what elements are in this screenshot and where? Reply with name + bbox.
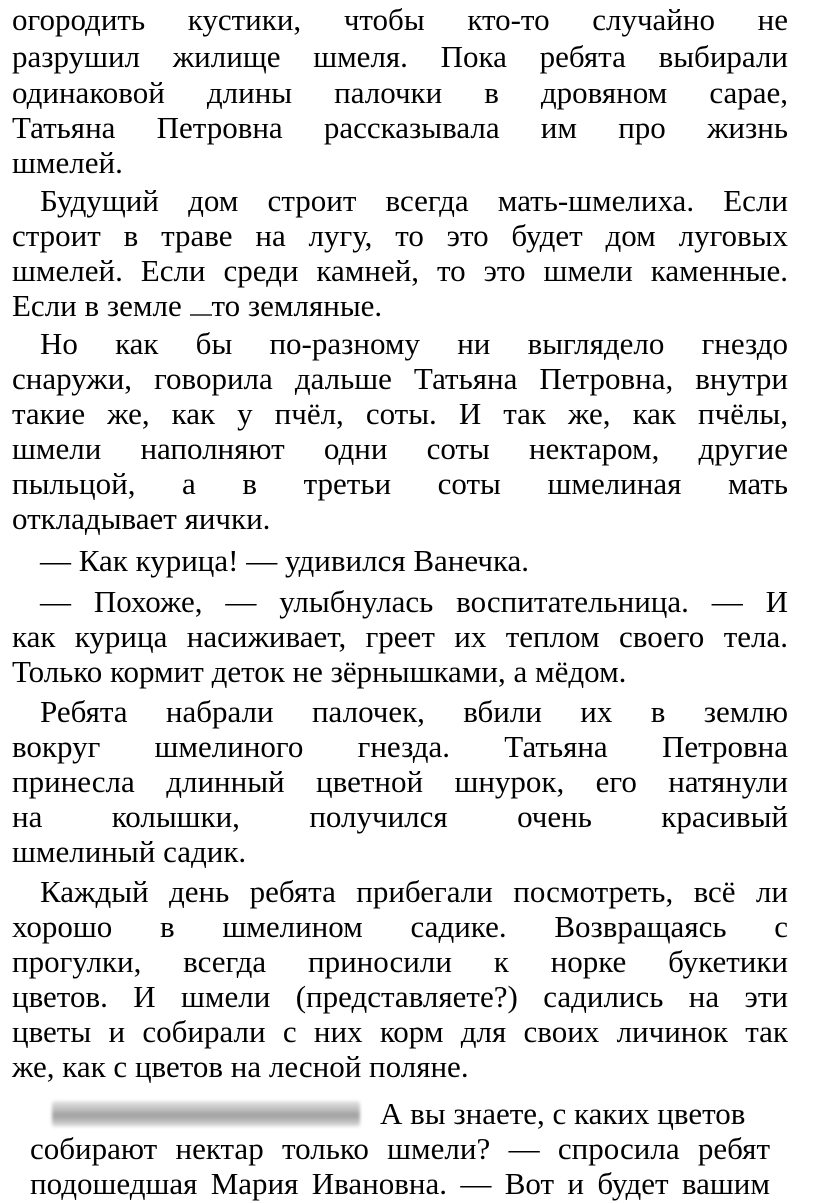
text-line: вокруг шмелиного гнезда. Татьяна Петровна: [12, 729, 788, 764]
text-line: же, как с цветов на лесной поляне.: [12, 1049, 469, 1084]
text-line: пыльцой, а в третьи соты шмелиная мать: [12, 466, 788, 501]
blank-gap: [190, 296, 212, 316]
text-line: снаружи, говорила дальше Татьяна Петровна, внутри: [12, 361, 788, 396]
text-line: на колышки, получился очень красивый: [12, 799, 788, 834]
text-line: огородить кустики, чтобы кто-то случайно не: [12, 2, 788, 37]
redacted-text-block: [52, 1101, 360, 1127]
text-line: хорошо в шмелином садике. Возвращаясь с: [12, 909, 788, 944]
text-fragment: то земляные.: [211, 288, 383, 323]
text-line: собирают нектар только шмели? — спросила ребят: [30, 1131, 770, 1166]
text-line: Будущий дом строит всегда мать-шмелиха. Если: [40, 183, 788, 218]
text-line: цветов. И шмели (представляете?) садились на эти: [12, 979, 788, 1014]
text-line: Татьяна Петровна рассказывала им про жизнь: [12, 110, 788, 145]
text-line: Но как бы по-разному ни выглядело гнездо: [40, 326, 788, 361]
text-line: шмели наполняют одни соты нектаром, другие: [12, 431, 788, 466]
text-fragment: Если в земле: [12, 288, 182, 323]
text-line: Только кормит деток не зёрнышками, а мёдом.: [12, 654, 627, 689]
text-line: А вы знаете, с каких цветов: [380, 1096, 746, 1131]
text-line: такие же, как у пчёл, соты. И так же, как пчёлы,: [12, 396, 788, 431]
text-line: шмелиный садик.: [12, 834, 247, 869]
text-line: прогулки, всегда приносили к норке букетики: [12, 944, 788, 979]
text-line: цветы и собирали с них корм для своих личинок так: [12, 1014, 788, 1049]
text-line: шмелей. Если среди камней, то это шмели каменные.: [12, 253, 788, 288]
dialogue-line: — Похоже, — улыбнулась воспитательница. — И: [40, 584, 788, 619]
text-line: откладывает яички.: [12, 501, 271, 536]
text-line: Каждый день ребята прибегали посмотреть, всё ли: [40, 874, 788, 909]
text-line: строит в траве на лугу, то это будет дом луговых: [12, 218, 788, 253]
text-line: Ребята набрали палочек, вбили их в землю: [40, 694, 788, 729]
text-line: принесла длинный цветной шнурок, его натянули: [12, 764, 788, 799]
text-line: разрушил жилище шмеля. Пока ребята выбирали: [12, 39, 788, 74]
text-line: как курица насиживает, греет их теплом своего тела.: [12, 619, 788, 654]
text-line: подошедшая Мария Ивановна. — Вот и будет вашим: [30, 1166, 770, 1201]
text-line: шмелей.: [12, 145, 123, 180]
text-line: [12, 286, 788, 326]
dialogue-line: — Как курица! — удивился Ванечка.: [40, 543, 530, 578]
text-line: одинаковой длины палочки в дровяном сарае,: [12, 75, 788, 110]
